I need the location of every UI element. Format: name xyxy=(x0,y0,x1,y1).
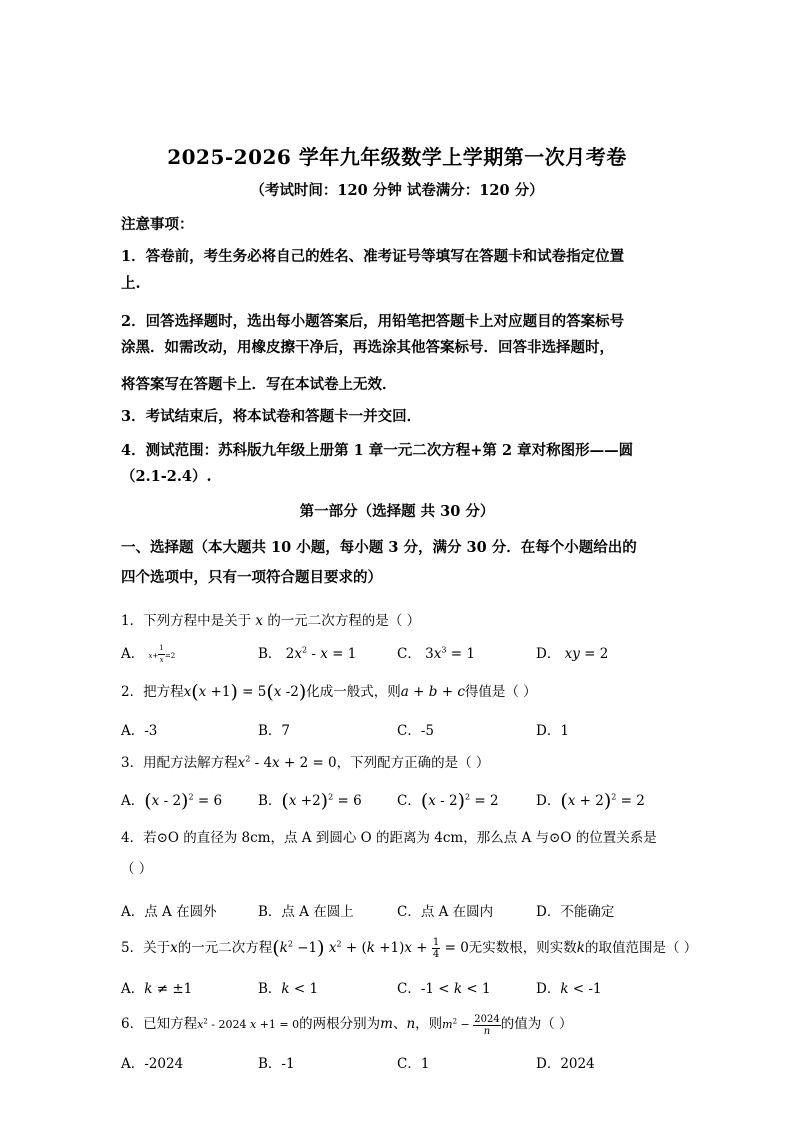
option-a[interactable] xyxy=(121,789,222,812)
fraction: $\frac{2024}{n}$ xyxy=(474,1013,500,1037)
option-b[interactable]: B．7 xyxy=(258,723,291,739)
option-a[interactable]: A．-2024 xyxy=(121,1056,184,1072)
question-text: ，则 xyxy=(415,1016,443,1032)
section-heading: 一、选择题（本大题共 10 小题，每小题 3 分，满分 30 分．在每个小题给出的 xyxy=(121,539,637,556)
option-math: -1 < k < 1 xyxy=(420,981,491,997)
option-math: (x - 2)$^2$ = 2 xyxy=(420,790,499,812)
option-c[interactable] xyxy=(397,977,491,997)
option-label: A． xyxy=(121,793,145,809)
option-label: C． xyxy=(397,981,421,997)
option-label: C． xyxy=(397,793,421,809)
option-label: A． xyxy=(121,981,145,997)
notes-heading: 注意事项： xyxy=(121,216,194,233)
math-var: x xyxy=(255,613,264,629)
equation: $x^2 - 2024$ x +1 = 0 xyxy=(197,1017,300,1031)
exam-subtitle: （考试时间：120 分钟 试卷满分：120 分） xyxy=(250,182,544,199)
option-math: xy = 2 xyxy=(564,646,609,662)
option-b[interactable]: B．-1 xyxy=(258,1056,295,1072)
question-text: ，下列配方正确的是（ ） xyxy=(336,755,490,771)
section-title: 第一部分（选择题 共 30 分） xyxy=(299,503,495,520)
option-c[interactable] xyxy=(397,789,499,812)
note-line: 1．答卷前，考生务必将自己的姓名、准考证号等填写在答题卡和试卷指定位置 xyxy=(121,248,625,265)
note-line: 上. xyxy=(121,275,141,292)
option-a[interactable]: A．点 A 在圆外 xyxy=(121,904,217,920)
question-6: 6．已知方程$x^2 - 2024$ x +1 = 0的两根分别为m、n，则$m^2$ − $\frac{2024}{n}$ 的值为（ ） xyxy=(121,1013,573,1037)
expression: a + b + c xyxy=(400,684,465,700)
option-label: D． xyxy=(536,793,561,809)
option-math: $(x + 2)^2 = 2$ xyxy=(560,790,645,812)
option-b[interactable] xyxy=(258,642,356,662)
option-d[interactable]: D．1 xyxy=(536,723,569,739)
question-5: 5．关于x的一元二次方程$(k^2 -1) x^2 + (k +1)x$ + $\frac{1}{4}$ = 0无实数根，则实数k的取值范围是（ ） xyxy=(121,937,698,960)
question-4: 4．若⊙O 的直径为 8cm，点 A 到圆心 O 的距离为 4cm，那么点 A 与⊙O 的位置关系是 xyxy=(121,830,657,846)
question-text: 、 xyxy=(392,1016,407,1032)
question-text: 化成一般式，则 xyxy=(306,684,401,700)
equation: x(x +1) = 5(x -2) xyxy=(183,681,307,703)
question-text: 的一元二次方程的是（ ） xyxy=(267,613,421,629)
question-4-paren: （ ） xyxy=(121,861,153,877)
question-text: 6．已知方程 xyxy=(121,1016,198,1032)
question-text: 的值为（ ） xyxy=(500,1016,573,1032)
option-label: D． xyxy=(536,646,561,662)
question-3 xyxy=(121,751,489,771)
option-a[interactable]: A． x+ $\frac{1}{x}$ =2 xyxy=(121,644,176,664)
option-math: k < 1 xyxy=(281,981,319,997)
option-a[interactable] xyxy=(121,977,192,997)
question-text: 1．下列方程中是关于 xyxy=(121,613,252,629)
option-a[interactable]: A．-3 xyxy=(121,723,158,739)
question-text: 无实数根，则实数 xyxy=(468,940,577,956)
option-d[interactable]: D．2024 xyxy=(536,1056,595,1072)
option-d[interactable]: D．不能确定 xyxy=(536,904,615,920)
note-line: 将答案写在答题卡上．写在本试卷上无效． xyxy=(121,376,397,393)
option-math: k < -1 xyxy=(560,981,602,997)
question-text: 2．把方程 xyxy=(121,684,184,700)
option-label: D． xyxy=(536,981,561,997)
question-text: 5．关于 xyxy=(121,940,171,956)
option-math: $3x^3 = 1$ xyxy=(425,645,475,662)
question-text: 的取值范围是（ ） xyxy=(584,940,698,956)
option-c[interactable] xyxy=(397,642,475,662)
fraction: $\frac{1}{4}$ xyxy=(432,937,440,960)
option-math: $(x +2)^2 = 6$ xyxy=(281,790,362,812)
question-text: 得值是（ ） xyxy=(464,684,537,700)
option-d[interactable] xyxy=(536,789,645,812)
fraction: $\frac{1}{x}$ xyxy=(159,644,164,664)
option-c[interactable]: C．点 A 在圆内 xyxy=(397,904,494,920)
note-line: 4．测试范围：苏科版九年级上册第 1 章一元二次方程+第 2 章对称图形——圆 xyxy=(121,442,634,459)
exam-title: 2025-2026 学年九年级数学上学期第一次月考卷 xyxy=(167,145,627,169)
note-line: （2.1-2.4）. xyxy=(121,468,212,485)
option-label: B． xyxy=(258,981,282,997)
section-heading: 四个选项中，只有一项符合题目要求的） xyxy=(121,569,382,586)
option-label: B． xyxy=(258,646,282,662)
note-line: 2．回答选择题时，选出每小题答案后，用铅笔把答题卡上对应题目的答案标号 xyxy=(121,313,625,330)
option-b[interactable]: B．点 A 在圆上 xyxy=(258,904,354,920)
question-text: 的一元二次方程 xyxy=(177,940,273,956)
option-d[interactable] xyxy=(536,642,608,662)
option-b[interactable] xyxy=(258,977,318,997)
option-c[interactable]: C．1 xyxy=(397,1056,430,1072)
equation: $x^2 - 4x + 2 = 0$ xyxy=(237,754,337,771)
option-math: (x - 2)$^2$ = 6 xyxy=(144,790,223,812)
option-d[interactable] xyxy=(536,977,602,997)
option-b[interactable] xyxy=(258,789,362,812)
option-math: x+ xyxy=(148,652,159,660)
option-label: B． xyxy=(258,793,282,809)
option-label: C． xyxy=(397,646,421,662)
option-c[interactable]: C．-5 xyxy=(397,723,434,739)
question-text: 3．用配方法解方程 xyxy=(121,755,238,771)
question-text: 的两根分别为 xyxy=(299,1016,381,1032)
option-math: $2x^2 - x = 1$ xyxy=(285,645,357,662)
question-2 xyxy=(121,680,537,703)
question-1 xyxy=(121,609,420,629)
option-math: k ≠ ±1 xyxy=(144,981,193,997)
note-line: 3．考试结束后，将本试卷和答题卡一并交回． xyxy=(121,408,422,425)
option-label: A． xyxy=(121,646,145,662)
note-line: 涂黑．如需改动，用橡皮擦干净后，再选涂其他答案标号．回答非选择题时， xyxy=(121,339,614,356)
equation: $(k^2 -1) x^2 + (k +1)x$ + $\frac{1}{4}$ = 0 xyxy=(272,937,469,960)
expression: $m^2$ − $\frac{2024}{n}$ xyxy=(442,1013,500,1037)
